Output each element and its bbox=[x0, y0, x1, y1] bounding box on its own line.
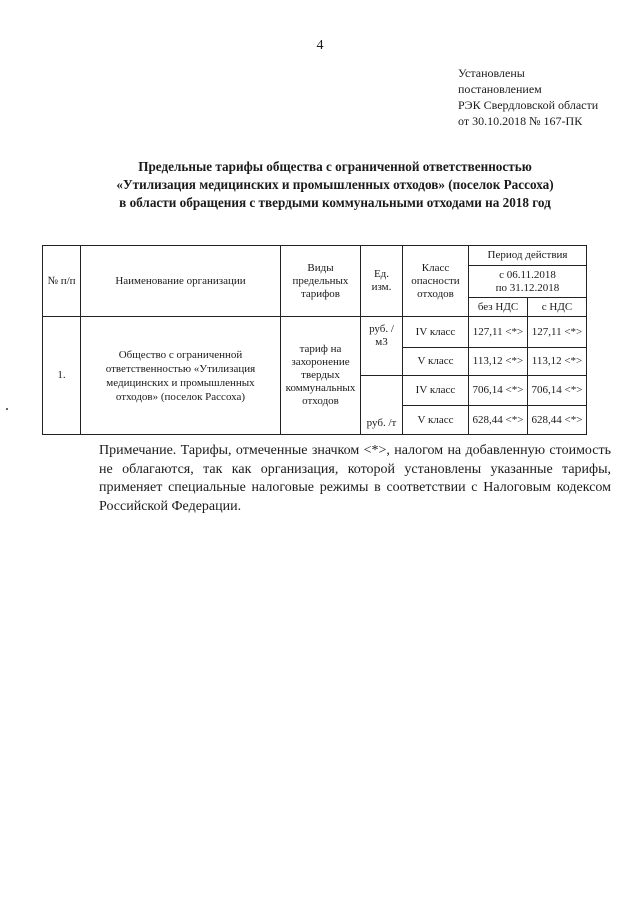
unit-cell: руб. /т bbox=[361, 376, 403, 435]
row-num: 1. bbox=[43, 317, 81, 435]
price-no-vat: 113,12 <*> bbox=[469, 348, 528, 376]
org-line: ответственностью «Утилизация bbox=[105, 362, 256, 375]
price-no-vat: 628,44 <*> bbox=[469, 406, 528, 435]
header-no-vat: без НДС bbox=[469, 298, 528, 317]
price-with-vat: 127,11 <*> bbox=[528, 317, 587, 348]
note-paragraph: Примечание. Тарифы, отмеченные значком <*>, налогом на добавленную стоимость не облагаются, так как организация, которой установлены указанные тарифы, применяет специальные налоговые режимы в соответствии с Налоговым кодексом Российской Федерации. bbox=[99, 443, 611, 514]
kind-line: твердых bbox=[301, 369, 340, 381]
class-cell: V класс bbox=[403, 406, 469, 435]
header-class-line: Класс bbox=[421, 261, 450, 274]
org-line: отходов» (поселок Рассоха) bbox=[115, 390, 246, 403]
kind-line: захоронение bbox=[291, 356, 350, 368]
class-cell: IV класс bbox=[403, 376, 469, 406]
header-unit-line: изм. bbox=[371, 281, 392, 293]
header-num: № п/п bbox=[43, 246, 81, 317]
tariff-table bbox=[42, 245, 587, 435]
header-kind-line: Виды bbox=[307, 261, 334, 274]
scan-speck bbox=[6, 408, 8, 410]
price-with-vat: 706,14 <*> bbox=[528, 376, 587, 406]
price-no-vat: 127,11 <*> bbox=[469, 317, 528, 348]
class-cell: V класс bbox=[403, 348, 469, 376]
title-line: в области обращения с твердыми коммунальными отходами на 2018 год bbox=[119, 195, 551, 210]
header-class-line: опасности bbox=[411, 274, 460, 287]
header-kind-line: тарифов bbox=[300, 287, 341, 300]
header-kind-line: предельных bbox=[292, 274, 349, 287]
price-with-vat: 113,12 <*> bbox=[528, 348, 587, 376]
page-number: 4 bbox=[316, 38, 324, 53]
class-cell: IV класс bbox=[403, 317, 469, 348]
header-org: Наименование организации bbox=[81, 246, 281, 317]
period-to: по 31.12.2018 bbox=[495, 281, 560, 294]
org-line: Общество с ограниченной bbox=[118, 348, 243, 361]
price-with-vat: 628,44 <*> bbox=[528, 406, 587, 435]
header-class bbox=[403, 246, 469, 317]
approval-line: от 30.10.2018 № 167-ПК bbox=[458, 114, 583, 128]
kind-line: тариф на bbox=[299, 343, 342, 355]
unit-cell: руб. /м3 bbox=[361, 317, 403, 376]
header-class-line: отходов bbox=[417, 287, 454, 300]
table-row bbox=[43, 317, 587, 348]
document-title bbox=[40, 158, 630, 212]
header-kind bbox=[281, 246, 361, 317]
price-no-vat: 706,14 <*> bbox=[469, 376, 528, 406]
kind-line: отходов bbox=[302, 395, 339, 407]
header-period: Период действия bbox=[469, 246, 587, 266]
period-from: с 06.11.2018 bbox=[499, 268, 556, 281]
approval-line: постановлением bbox=[458, 82, 542, 96]
title-line: Предельные тарифы общества с ограниченной ответственностью bbox=[138, 159, 532, 174]
row-kind bbox=[281, 317, 361, 435]
kind-line: коммунальных bbox=[285, 382, 356, 394]
header-period-range bbox=[469, 266, 587, 298]
header-with-vat: с НДС bbox=[528, 298, 587, 317]
approval-block bbox=[458, 65, 598, 129]
approval-line: РЭК Свердловской области bbox=[458, 98, 599, 112]
title-line: «Утилизация медицинских и промышленных отходов» (поселок Рассоха) bbox=[116, 177, 554, 192]
header-unit bbox=[361, 246, 403, 317]
header-unit-line: Ед. bbox=[373, 268, 390, 280]
approval-line: Установлены bbox=[458, 66, 525, 80]
org-line: медицинских и промышленных bbox=[106, 376, 255, 389]
row-org bbox=[81, 317, 281, 435]
